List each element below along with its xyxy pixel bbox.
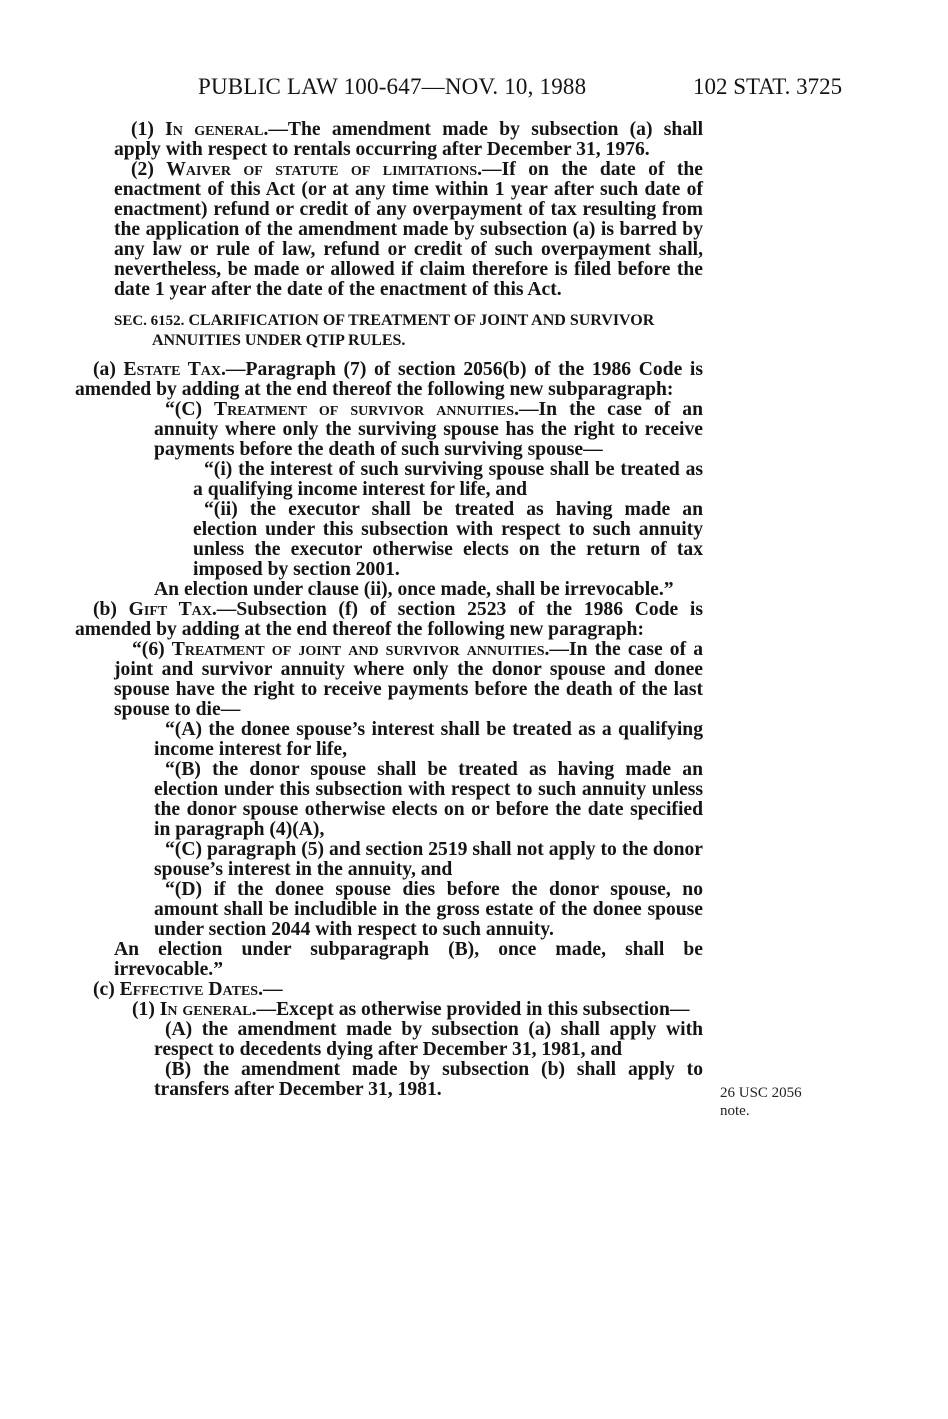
effective-dates-paragraph-1: (1) In general.—Except as otherwise provided in this subsection— [132, 999, 690, 1020]
election-subparagraph-b: An election under subparagraph (B), once made, shall be irrevocable.” [114, 939, 703, 980]
subparagraph-a: “(A) the donee spouse’s interest shall be treated as a qualifying income interest for life, [154, 719, 703, 760]
election-clause-ii: An election under clause (ii), once made, shall be irrevocable.” [154, 579, 674, 600]
page-body [0, 120, 948, 1100]
subsection-c-effective-dates: (c) Effective Dates.— [93, 979, 283, 1000]
clause-i: “(i) the interest of such surviving spouse shall be treated as a qualifying income interest for life, and [193, 459, 703, 500]
margin-note-line-2: note. [720, 1103, 750, 1119]
effective-dates-subparagraph-b: (B) the amendment made by subsection (b) shall apply to transfers after December 31, 1981. [154, 1059, 703, 1100]
subsection-a-estate-tax: (a) Estate Tax.—Paragraph (7) of section 2056(b) of the 1986 Code is amended by adding at the end thereof the following new subparagraph: [75, 359, 703, 400]
clause-ii: “(ii) the executor shall be treated as having made an election under this subsection with respect to such annuity unless the executor otherwise elects on the return of tax imposed by section 2001. [193, 499, 703, 580]
quoted-subparagraph-c: “(C) Treatment of survivor annuities.—In the case of an annuity where only the surviving spouse has the right to receive payments before the death of such surviving spouse— [154, 399, 703, 460]
margin-note-line-1: 26 USC 2056 [720, 1085, 802, 1101]
running-head-title: PUBLIC LAW 100-647—NOV. 10, 1988 [198, 74, 587, 99]
paragraph-2-waiver: (2) Waiver of statute of limitations.—If on the date of the enactment of this Act (or at any time within 1 year after such date of enactment) refund or credit of any overpayment of tax resulting from the application of the amendment made by subsection (a) is barred by any law or rule of law, refund or credit of such overpayment shall, nevertheless, be made or allowed if claim therefore is filed before the date 1 year after the date of the enactment of this Act. [114, 159, 703, 300]
subparagraph-d: “(D) if the donee spouse dies before the donor spouse, no amount shall be includible in the gross estate of the donee spouse under section 2044 with respect to such annuity. [154, 879, 703, 940]
page-number: 102 STAT. 3725 [693, 74, 843, 99]
effective-dates-subparagraph-a: (A) the amendment made by subsection (a) shall apply with respect to decedents dying after December 31, 1981, and [154, 1019, 703, 1060]
subparagraph-c: “(C) paragraph (5) and section 2519 shall not apply to the donor spouse’s interest in the annuity, and [154, 839, 703, 880]
paragraph-1-in-general: (1) In general.—The amendment made by subsection (a) shall apply with respect to rentals occurring after December 31, 1976. [114, 119, 704, 160]
subsection-b-gift-tax: (b) Gift Tax.—Subsection (f) of section 2523 of the 1986 Code is amended by adding at the end thereof the following new paragraph: [75, 599, 703, 640]
margin-citation-note [720, 1084, 802, 1120]
quoted-paragraph-6: “(6) Treatment of joint and survivor annuities.—In the case of a joint and survivor annuity where only the donor spouse and donee spouse have the right to receive payments before the death of the last spouse to die— [114, 639, 703, 720]
subparagraph-b: “(B) the donor spouse shall be treated as having made an election under this subsection with respect to such annuity unless the donor spouse otherwise elects on or before the date specified in paragraph (4)(A), [154, 759, 703, 840]
section-heading: SEC. 6152. CLARIFICATION OF TREATMENT OF JOINT AND SURVIVOR ANNUITIES UNDER QTIP RULES. [114, 312, 655, 349]
